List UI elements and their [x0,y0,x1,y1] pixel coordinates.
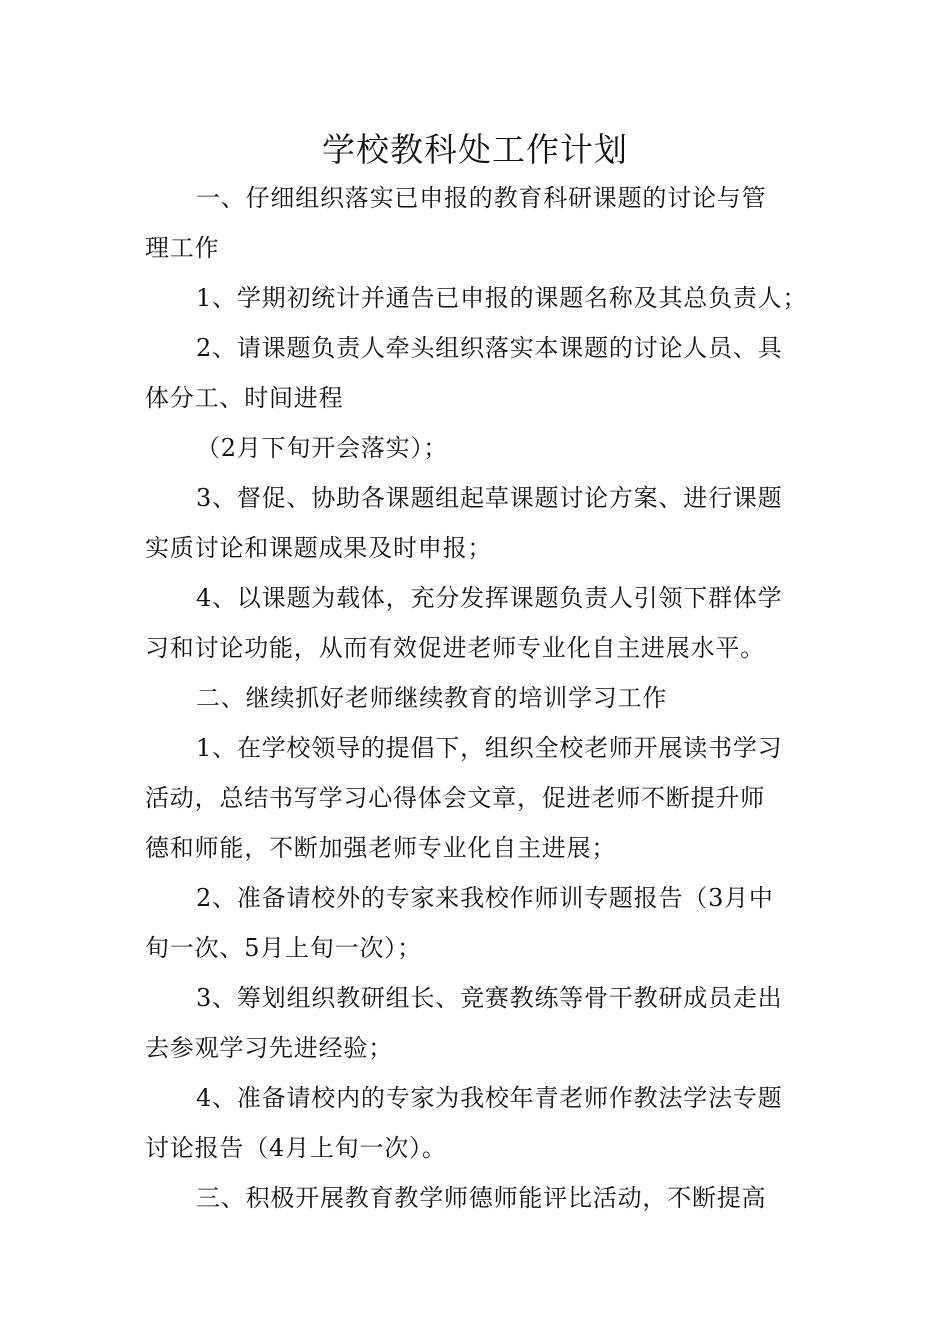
paragraph-line: （2月下旬开会落实）； [196,434,449,462]
section-heading: 二、继续抓好老师继续教育的培训学习工作 [196,684,668,712]
paragraph-line: 4、准备请校内的专家为我校年青老师作教法学法专题 [196,1084,783,1112]
paragraph-line: 实质讨论和课题成果及时申报； [145,534,493,562]
paragraph-line: 去参观学习先进经验； [145,1034,393,1062]
paragraph-line: 体分工、时间进程 [145,384,344,412]
paragraph-line: 3、筹划组织教研组长、竞赛教练等骨干教研成员走出 [196,984,783,1012]
section-heading: 三、积极开展教育教学师德师能评比活动，不断提高 [196,1184,767,1212]
paragraph-line: 旬一次、5月上旬一次）； [145,934,422,962]
paragraph-line: 2、准备请校外的专家来我校作师训专题报告（3月中 [196,884,774,912]
paragraph-line: 3、督促、协助各课题组起草课题讨论方案、进行课题 [196,484,783,512]
paragraph-line: 理工作 [145,234,220,262]
paragraph-line: 习和讨论功能，从而有效促进老师专业化自主进展水平。 [145,634,765,662]
document-title: 学校教科处工作计划 [322,130,628,169]
paragraph-line: 4、以课题为载体，充分发挥课题负责人引领下群体学 [196,584,783,612]
paragraph-line: 2、请课题负责人牵头组织落实本课题的讨论人员、具 [196,334,783,362]
paragraph-line: 1、在学校领导的提倡下，组织全校老师开展读书学习 [196,734,783,762]
paragraph-line: 1、学期初统计并通告已申报的课题名称及其总负责人； [196,284,808,312]
paragraph-line: 一、仔细组织落实已申报的教育科研课题的讨论与管 [196,184,767,212]
paragraph-line: 德和师能，不断加强老师专业化自主进展； [145,834,617,862]
paragraph-line: 活动，总结书写学习心得体会文章，促进老师不断提升师 [145,784,765,812]
paragraph-line: 讨论报告（4月上旬一次）。 [145,1134,447,1162]
